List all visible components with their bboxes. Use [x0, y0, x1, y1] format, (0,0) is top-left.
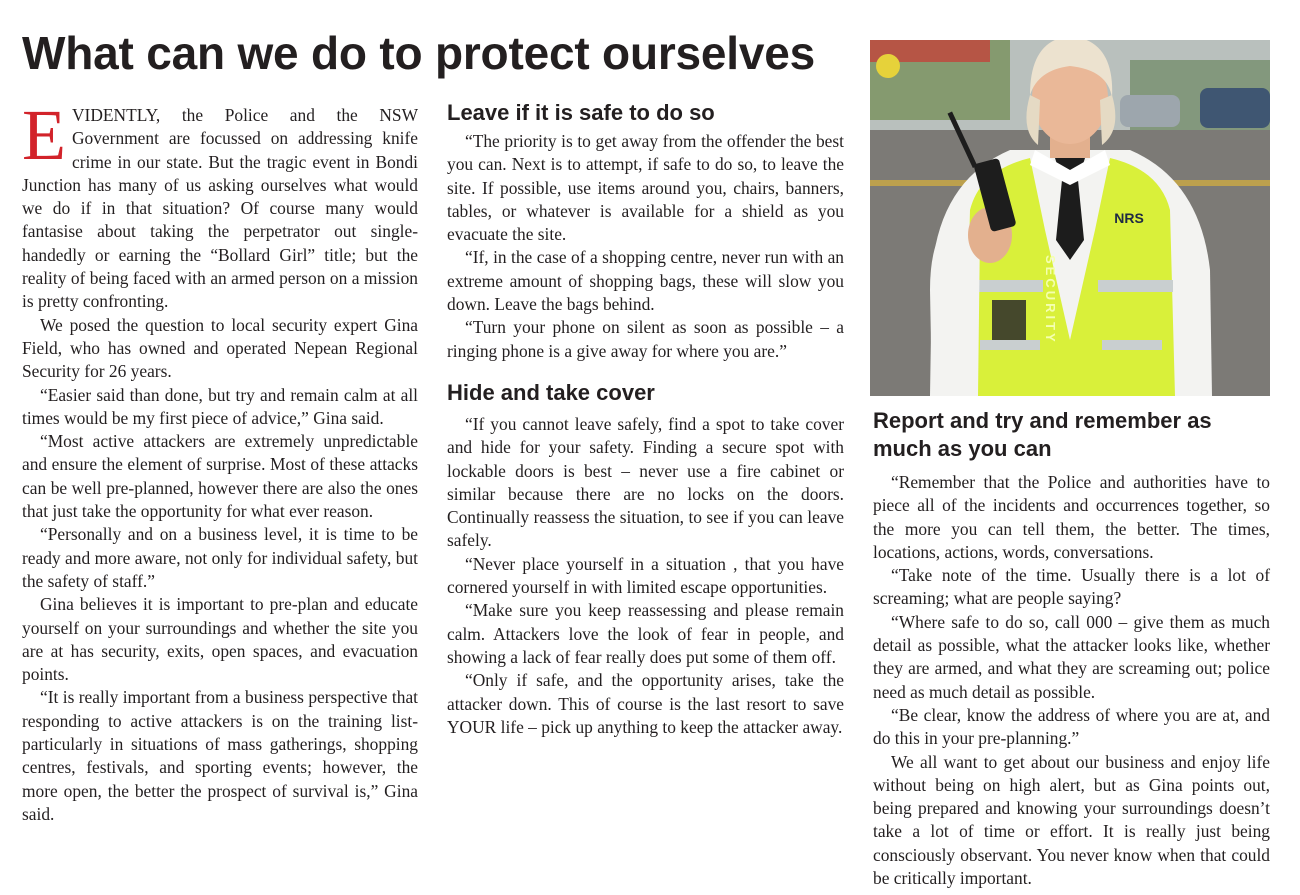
paragraph: “Be clear, know the address of where you are at, and do this in your pre-planning.”: [873, 704, 1270, 749]
paragraph: “Personally and on a business level, it is time to be ready and more aware, not only for individual safety, but the safety of staff.”: [22, 524, 418, 591]
paragraph: “If, in the case of a shopping centre, never run with an extreme amount of shopping bags, these will slow you down. Leave the bags behind.: [447, 247, 844, 315]
paragraph: We all want to get about our business and enjoy life without being on high alert, but as Gina points out, being prepared and knowing your surroundings doesn’t take a lot of time or effort. It is really just being consciously observant. You never know when that could be critically important.: [873, 751, 1270, 889]
paragraph: “The priority is to get away from the offender the best you can. Next is to attempt, if safe to do so, to leave the site. If possible, use items around you, chairs, banners, tables, or whatever is available for a shield as you evacuate the site.: [447, 131, 844, 245]
paragraph: “Turn your phone on silent as soon as possible – a ringing phone is a give away for where you are.”: [447, 317, 844, 361]
paragraph: “Most active attackers are extremely unpredictable and ensure the element of surprise. Most of these attacks can be well pre-planned, however there are also the ones that just take the opportunity for what ever reason.: [22, 431, 418, 522]
paragraph: “Make sure you keep reassessing and please remain calm. Attackers love the look of fear in people, and showing a lack of fear really does put some of them off.: [447, 600, 844, 667]
column-1: [22, 95, 418, 826]
paragraph: “Only if safe, and the opportunity arises, take the attacker down. This of course is the last resort to save YOUR life – pick up anything to keep the attacker away.: [447, 670, 844, 737]
paragraph: Gina believes it is important to pre-plan and educate yourself on your surroundings and whether the site you are at has security, exits, open spaces, and evacuation points.: [22, 594, 418, 685]
column-2: [447, 99, 844, 739]
subheading-leave: Leave if it is safe to do so: [447, 100, 715, 125]
paragraph: “Take note of the time. Usually there is a lot of screaming; what are people saying?: [873, 565, 1270, 609]
lead-paragraph: EVIDENTLY, the Police and the NSW Government are focussed on addressing knife crime in our state. But the tragic event in Bondi Junction has many of us asking ourselves what would we do if in that situation? Of course many would fantasise about taking the perpetrator out single-handedly or earning the “Bollard Girl” title; but the reality of being faced with an armed person on a mission is pretty confronting.: [22, 95, 418, 312]
article-headline: What can we do to protect ourselves: [22, 27, 816, 79]
subheading-report: Report and try and remember as much as you can: [873, 408, 1212, 461]
security-guard-photo: [870, 40, 1270, 396]
paragraph: “Remember that the Police and authorities have to piece all of the incidents and occurrences together, so the more you can tell them, the better. The times, locations, actions, words, conversations.: [873, 472, 1270, 562]
paragraph: “Where safe to do so, call 000 – give them as much detail as possible, what the attacker looks like, whether they are armed, and what they are screaming out; police need as much detail as possible.: [873, 611, 1270, 702]
vest-security-text: SECURITY: [1043, 255, 1058, 345]
paragraph: “Never place yourself in a situation , that you have cornered yourself in with limited escape opportunities.: [447, 553, 844, 598]
column-3: [873, 407, 1270, 890]
photo-illustration: [870, 40, 1270, 396]
paragraph: “It is really important from a business perspective that responding to active attackers is on the training list- particularly in situations of mass gatherings, shopping centres, festivals, and sporting events; however, the more open, the better the prospect of survival is,” Gina said.: [22, 687, 418, 824]
subheading-hide: Hide and take cover: [447, 379, 655, 405]
paragraph: “If you cannot leave safely, find a spot to take cover and hide for your safety. Finding a secure spot with lockable doors is best – never use a fire cabinet or similar because there are no locks on the doors. Continually reassess the situation, to see if you can leave safely.: [447, 413, 844, 551]
paragraph: “Easier said than done, but try and remain calm at all times would be my first piece of advice,” Gina said.: [22, 384, 418, 428]
vest-logo-text: NRS: [1114, 210, 1144, 226]
paragraph: We posed the question to local security expert Gina Field, who has owned and operated Nepean Regional Security for 26 years.: [22, 314, 418, 382]
drop-cap: E: [22, 95, 66, 175]
